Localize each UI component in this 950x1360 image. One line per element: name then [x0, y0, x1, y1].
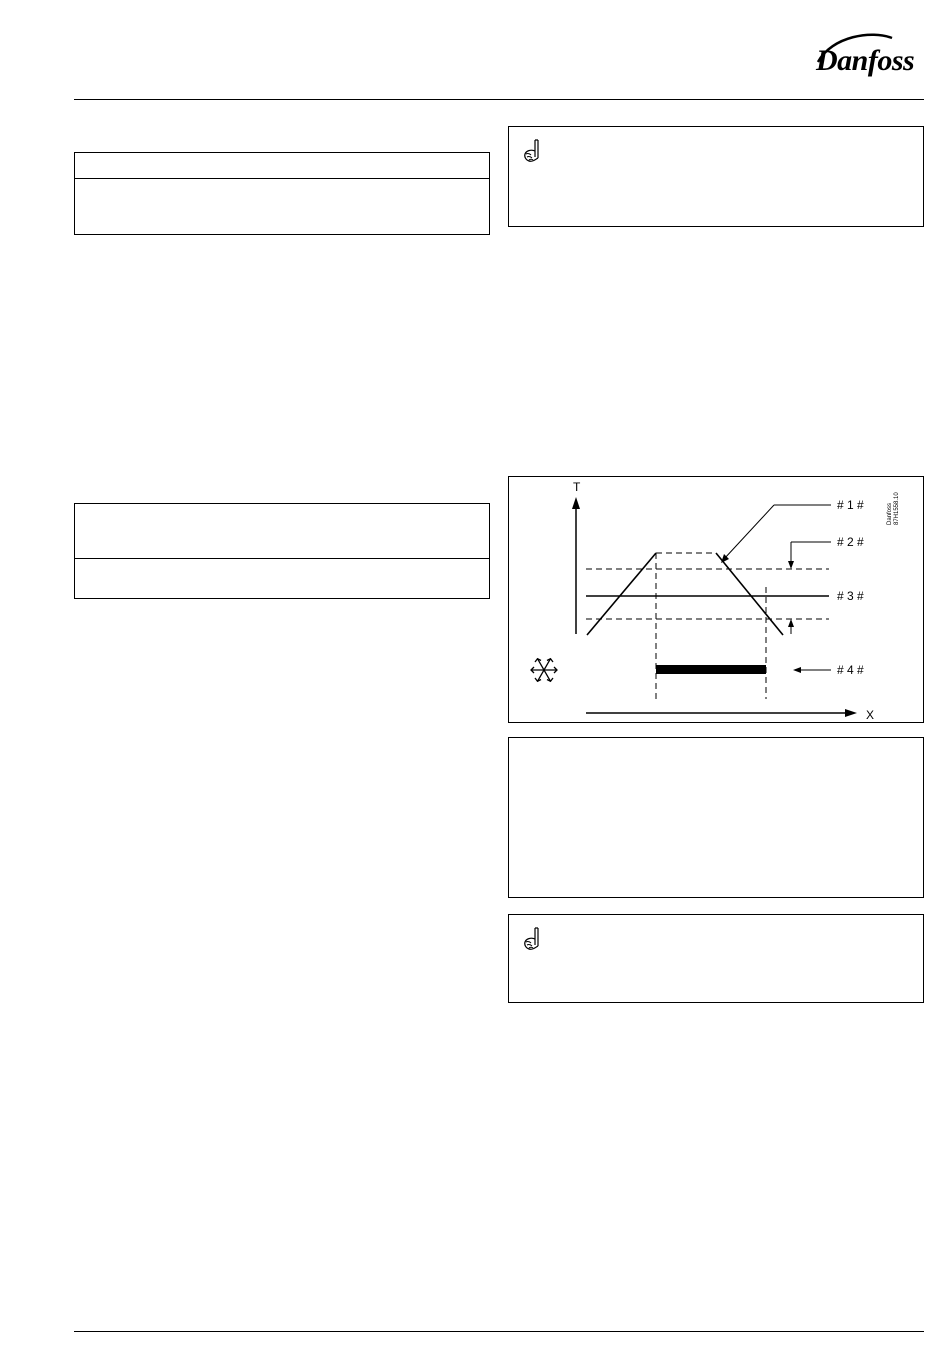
curve-fall	[716, 553, 783, 635]
temperature-diagram	[509, 477, 923, 722]
curve-rise	[587, 553, 656, 635]
x-axis-arrow	[845, 709, 857, 717]
note-box-top	[508, 126, 924, 227]
label-2: # 2 #	[837, 535, 864, 549]
diagram-box	[508, 476, 924, 723]
label-1: # 1 #	[837, 498, 864, 512]
leader-1	[724, 505, 774, 559]
pointing-hand-icon	[523, 139, 543, 165]
y-axis-arrow	[572, 497, 580, 509]
leader-4-arrow	[793, 667, 801, 673]
table-box-1	[74, 152, 490, 235]
snowflake-icon	[531, 659, 557, 682]
label-4: # 4 #	[837, 663, 864, 677]
table-box-2	[74, 503, 490, 599]
dimension-top-arrow	[788, 561, 794, 569]
label-3: # 3 #	[837, 589, 864, 603]
svg-text:Danfoss: Danfoss	[887, 502, 893, 525]
dimension-bottom-arrow	[788, 619, 794, 627]
danfoss-logo	[812, 32, 928, 78]
active-period-bar	[656, 665, 766, 674]
footer-rule	[74, 1331, 924, 1332]
table-row-separator	[75, 178, 489, 179]
table-row-separator	[75, 558, 489, 559]
svg-text:Danfoss: Danfoss	[816, 44, 915, 77]
pointing-hand-icon	[523, 927, 543, 953]
header-rule	[74, 99, 924, 100]
drawing-stamp	[887, 492, 900, 525]
svg-text:87H1558.10: 87H1558.10	[894, 492, 900, 525]
y-axis-label: T	[573, 480, 581, 494]
note-box-bottom	[508, 914, 924, 1003]
text-box	[508, 737, 924, 898]
danfoss-logo-icon	[812, 32, 928, 78]
x-axis-label: X	[866, 708, 875, 722]
